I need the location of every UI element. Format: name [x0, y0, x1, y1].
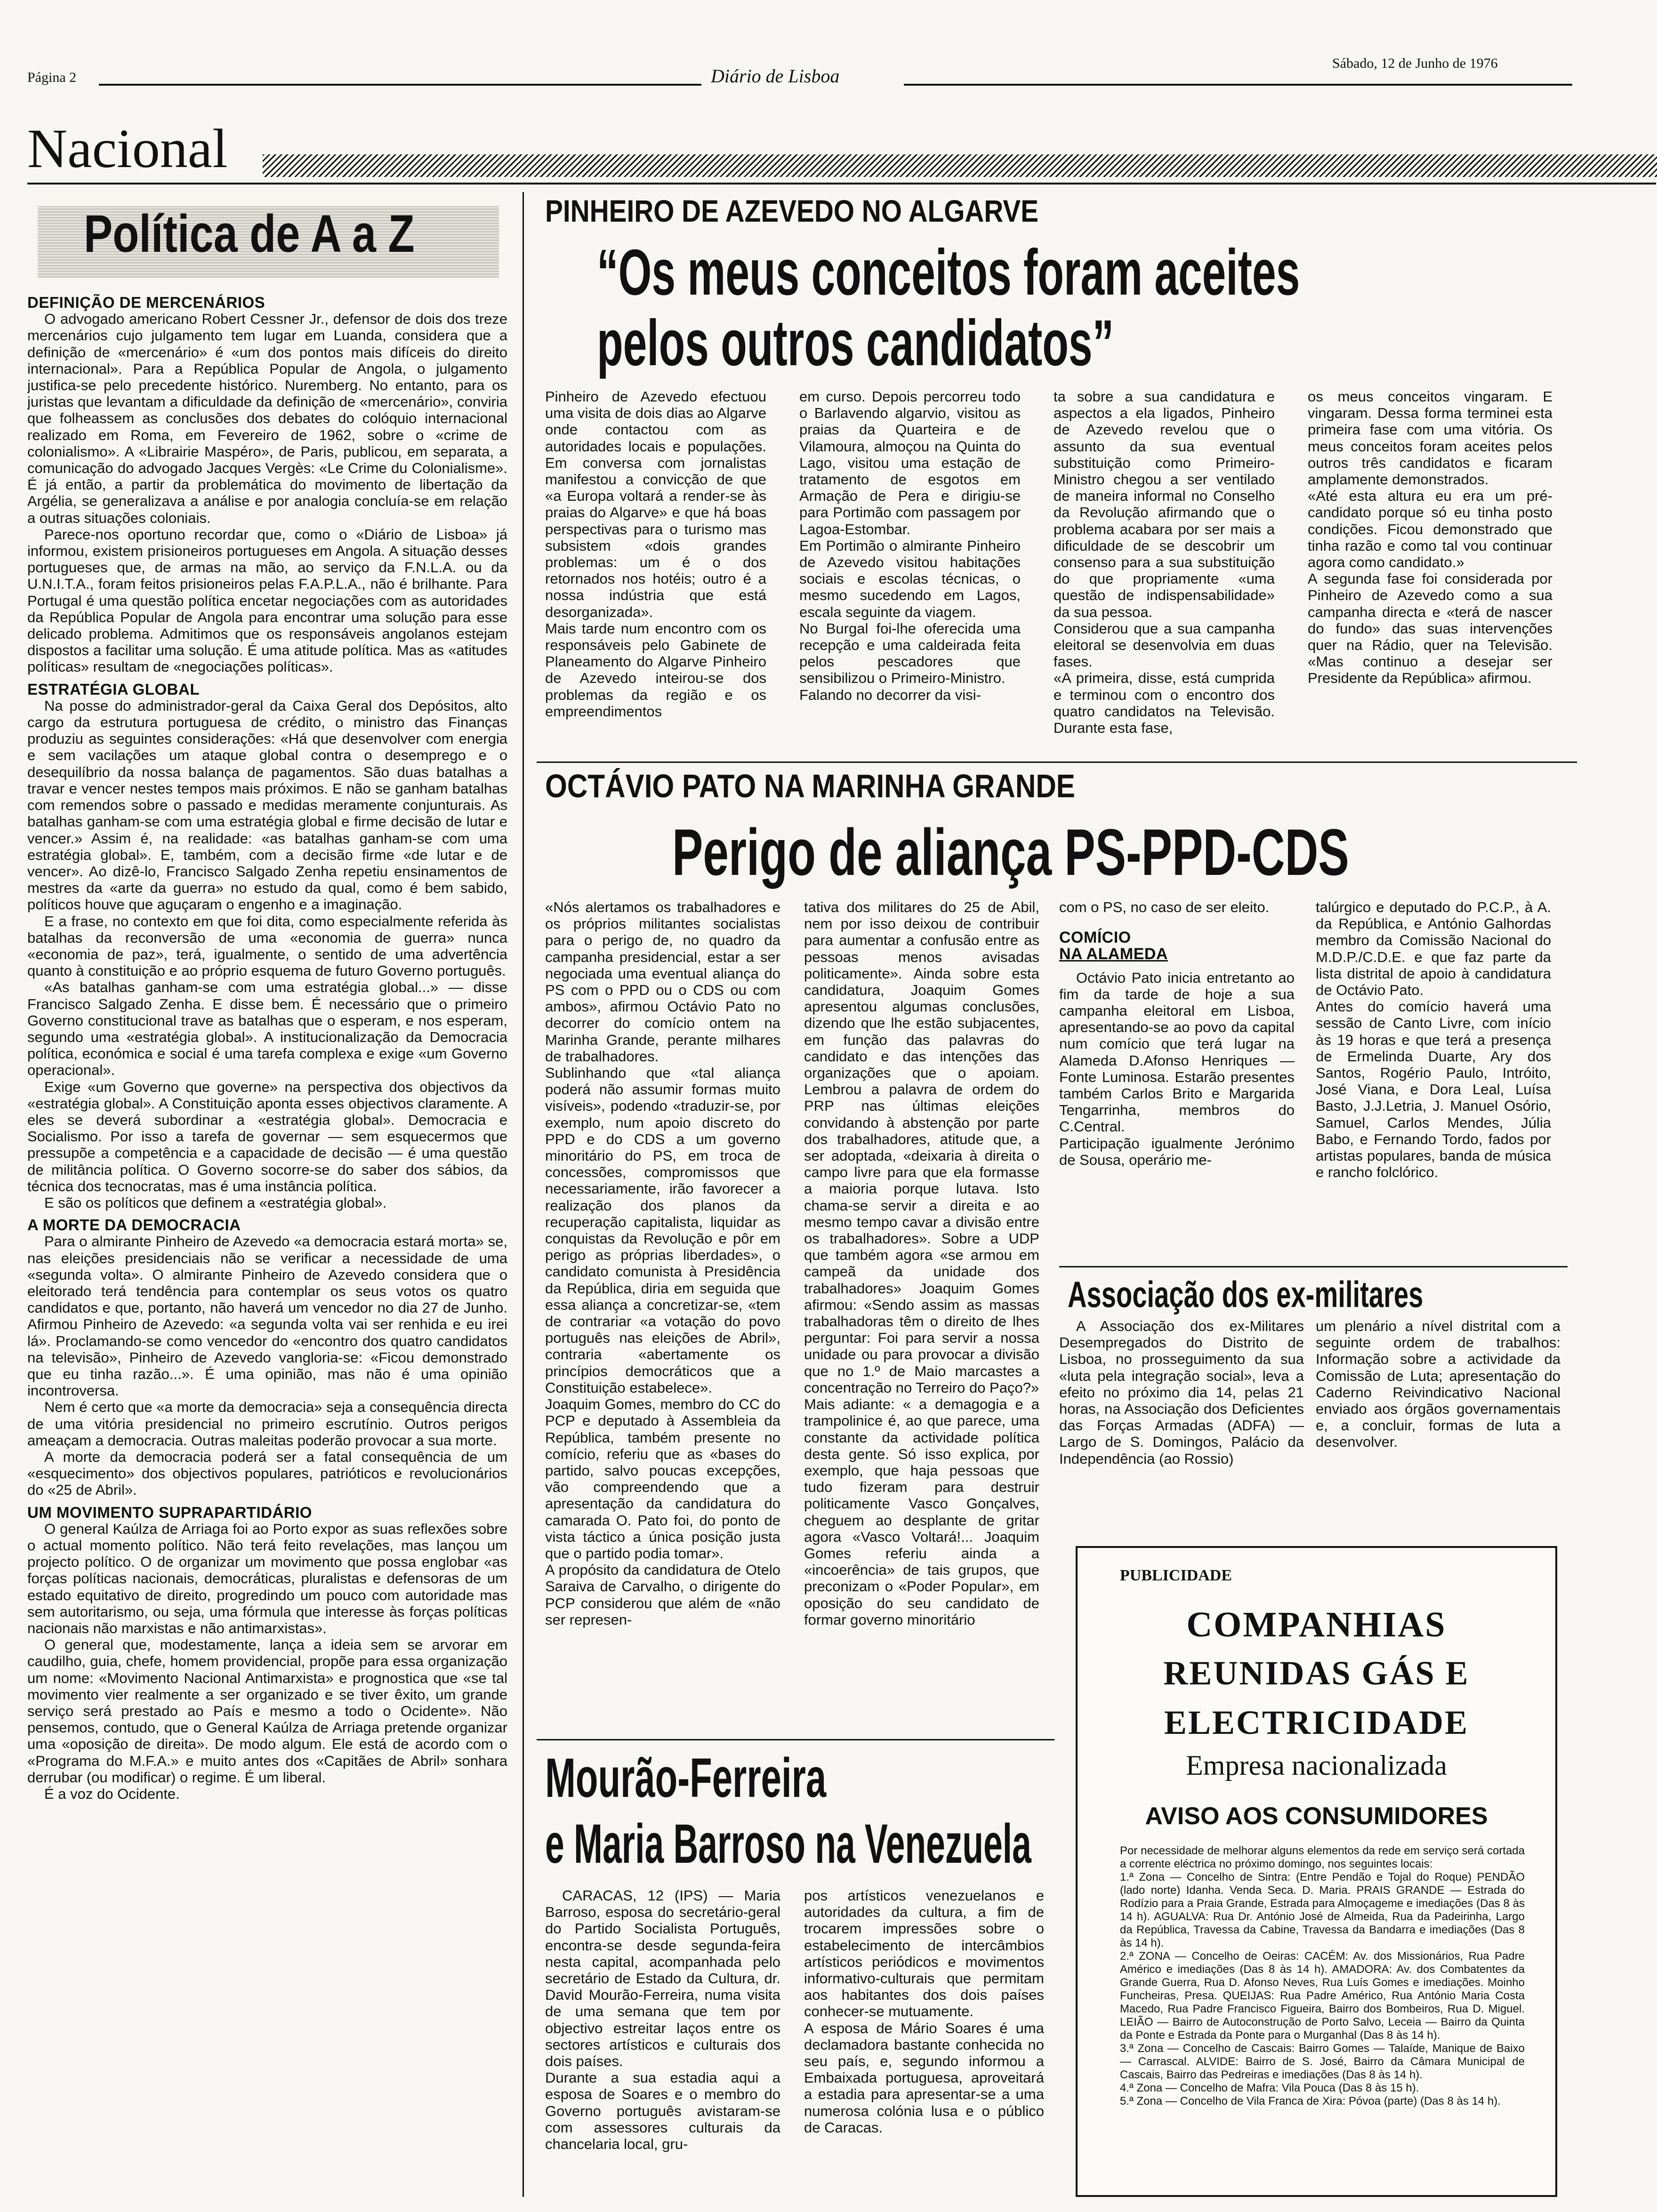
advert-company-line2: REUNIDAS GÁS E — [1163, 1654, 1470, 1692]
heading-movimento: UM MOVIMENTO SUPRAPARTIDÁRIO — [27, 1503, 312, 1521]
article2-col-1: «Nós alertamos os trabalhadores e os próprios militantes socialistas para o perigo de, no quadro da campanha presidencial, estar a ser negociada uma eventual aliança do PS com o PPD ou o CDS ou com ambos», afirmou Octávio Pato no decorrer do comício ontem na Marinha Grande, perante milhares de trabalhadores. Sublinhando que «tal aliança poderá não assumir formas muito visíveis», podendo «traduzir-se, por exemplo, num apoio discreto do PPD e do CDS a um governo minoritário do PS, em troca de concessões, compromissos que necessariamente, irão favorecer a realização dos planos da recuperação capitalista, liquidar as conquistas da Revolução e pôr em perigo as próprias liberdades», o candidato comunista à Presidência da República, diria em seguida que essa aliança a concretizar-se, «tem de contrariar «a votação do povo português nas eleições de Abril», contraria «abertamente os princípios democráticos que a Constituição estabelece». Joaquim Gomes, membro do CC do PCP e deputado à Assembleia da República, também presente no comício, referiu que as «bases do partido, salvo poucas excepções, vão compreendendo que a apresentação da candidatura do camarada O. Pato foi, do ponto de vista táctico a única posição justa que o partido podia tomar». A propósito da candidatura de Otelo Saraiva de Carvalho, o dirigente do PCP considerou que além de «não ser represen- — [545, 899, 780, 1628]
article1-headline-line1: “Os meus conceitos foram aceites — [597, 236, 1300, 309]
advert-label: PUBLICIDADE — [1120, 1567, 1232, 1584]
article4-col-1: CARACAS, 12 (IPS) — Maria Barroso, esposa do secretário-geral do Partido Socialista Português, encontra-se desde segunda-feira nesta capital, acompanhada pelo secretário de Estado da Cultura, dr. David Mourão-Ferreira, numa visita de uma semana que tem por objectivo estreitar laços entre os sectores artísticos e culturais dos dois países. Durante a sua estadia aqui a esposa de Soares e o membro do Governo português avistaram-se com assessores culturais da chancelaria local, gru- — [545, 1887, 780, 2153]
estrategia-paragraph-4: Exige «um Governo que governe» na perspectiva dos objectivos da «estratégia global». A Constituição aponta esses objectivos claramente. A eles se deverá subordinar a «estratégia global». Democracia e Socialismo. Por isso a tarefa de governar — sem esquecermos que pressupõe a competência e a capacidade de decisão — é uma questão de militância política. O Governo socorre-se do saber dos sábios, da técnica dos tecnocratas, mas é uma instância política. — [27, 1078, 507, 1194]
heading-morte-democracia: A MORTE DA DEMOCRACIA — [27, 1216, 241, 1234]
page-number: Página 2 — [27, 70, 77, 85]
masthead-rule-right — [904, 84, 1572, 86]
mercenarios-paragraph-1: O advogado americano Robert Cessner Jr., defensor de dois dos treze mercenários cujo julgamento tem lugar em Luanda, considera que a definição de «mercenário» é «um dos pontos mais difíceis do direito internacional». Para a República Popular de Angola, o julgamento justifica-se pelo precedente histórico. Nuremberg. No entanto, para os juristas que levantam a dificuldade da definição de «mercenário», conviria que folheassem as conclusões dos debates do colóquio internacional realizado em Roma, em Fevereiro de 1962, sobre o «crime de colonialismo». A «Librairie Maspéro», de Paris, publicou, em separata, a comunicação do advogado Jacques Vergès: «Le Crime du Colonialisme». É já então, a partir da problemática do movimento de libertação da Argélia, se generalizava a análise e por analogia concluía-se em relação a outras situações coloniais. — [27, 311, 507, 526]
section-underline — [27, 183, 1656, 184]
advert-box — [1076, 1546, 1557, 2197]
morte-paragraph-1: Para o almirante Pinheiro de Azevedo «a democracia estará morta» se, nas eleições presidenciais não se verificar a necessidade de uma «segunda volta». O almirante Pinheiro de Azevedo considera que o eleitorado terá tendência para contemplar os seus votos os quatro candidatos e que, portanto, não haverá um vencedor no dia 27 de Junho. Afirmou Pinheiro de Azevedo: «a segunda volta vai ser renhida e eu irei lá». Proclamando-se como vencedor do «encontro dos quatro candidatos na televisão», Pinheiro de Azevedo vangloria-se: «Ficou demonstrado que eu tinha razão...». É uma opinião, mas não é uma opinião incontroversa. — [27, 1233, 507, 1399]
masthead-rule-left — [99, 84, 701, 86]
newspaper-name: Diário de Lisboa — [711, 65, 840, 87]
advert-body: Por necessidade de melhorar alguns elementos da rede em serviço será cortada a corrente eléctrica no próximo domingo, nos seguintes locais: 1.ª Zona — Concelho de Sintra: (Entre Pendão e Tojal do Roque) PENDÃO (lado norte) Idanha. Venda Seca. D. Maria. PRAIS GRANDE — Estrada do Rodízio para a Praia Grande, Estrada para Almoçageme e imediações (Das 8 às 14 h). AGUALVA: Rua Dr. António José de Almeida, Rua da Padeirinha, Largo da República, Travessa da Cabine, Travessa da Bandarra e imediações (Das 8 às 14 h). 2.ª ZONA — Concelho de Oeiras: CACÉM: Av. dos Missionários, Rua Padre Américo e imediações (Das 8 às 14 h). AMADORA: Av. dos Combatentes da Grande Guerra, Rua D. Afonso Neves, Rua Luís Gomes e imediações. Moinho Funcheiras, Presa. QUEIJAS: Rua Padre Américo, Rua António Maria Costa Macedo, Rua Padre Francisco Figueira, Bairro dos Bombeiros, Rua D. Miguel. LEIÃO — Bairro de Autoconstrução de Porto Salvo, Leceia — Bairro da Quinta da Ponte e Estrada da Ponte para o Murganhal (Das 8 às 14 h). 3.ª Zona — Concelho de Cascais: Bairro Gomes — Talaíde, Manique de Baixo — Carrascal. ALVIDE: Bairro de S. José, Bairro da Câmara Municipal de Cascais, Bairro das Pedreiras e imediações (Das 8 às 14 h). 4.ª Zona — Concelho de Mafra: Vila Pouca (Das 8 às 15 h). 5.ª Zona — Concelho de Vila Franca de Xira: Póvoa (parte) (Das 8 às 14 h). — [1120, 1844, 1525, 2108]
estrategia-paragraph-5: E são os políticos que definem a «estratégia global». — [44, 1194, 387, 1211]
movimento-paragraph-2: O general que, modestamente, lança a ideia sem se arvorar em caudilho, guia, chefe, homem providencial, propõe para essa organização um nome: «Movimento Nacional Antimarxista» e prognostica que «se tal movimento vier realmente a ser organizado e se tiver êxito, um grande serviço será prestado ao País e mesmo a todo o Ocidente». Não pensemos, contudo, que o General Kaúlza de Arriaga pretende organizar uma «oposição de direita». De modo algum. Ele está de acordo com o «Programa do M.F.A.» e muito antes dos «Capitães de Abril» sonhara derrubar (ou modificar) o regime. É um liberal. — [27, 1636, 507, 1786]
left-column-body — [27, 294, 507, 2196]
article2-col3-lead: com o PS, no caso de ser eleito. — [1059, 899, 1270, 915]
advert-notice: AVISO AOS CONSUMIDORES — [1145, 1803, 1488, 1830]
article2-kicker: OCTÁVIO PATO NA MARINHA GRANDE — [545, 768, 1075, 804]
advert-company-line3: ELECTRICIDADE — [1164, 1704, 1469, 1741]
advert-company-line4: Empresa nacionalizada — [1186, 1750, 1447, 1781]
article2-col-2: tativa dos militares do 25 de Abil, nem por isso deixou de contribuir para aumentar a confusão entre as pessoas menos avisadas politicamente». Ainda sobre esta candidatura, Joaquim Gomes apresentou algumas conclusões, dizendo que lhe estão subjacentes, em função das palavras do candidato e das intenções das organizações que o apoiam. Lembrou a palavra de ordem do PRP nas últimas eleições convidando à abstenção por parte dos trabalhadores, atitude que, a ser adoptada, «deixaria à direita o campo livre para que ela formasse a maioria porque lutava. Isto chama-se servir a direita e ao mesmo tempo cavar a divisão entre os trabalhadores». Sobre a UDP que também agora «se armou em campeã da unidade dos trabalhadores» Joaquim Gomes afirmou: «Sendo assim as massas trabalhadoras têm o direito de lhes perguntar: Foi para servir a nossa unidade ou para provocar a divisão que no 1.º de Maio marcastes a concentração no Terreiro do Paço?» Mais adiante: « a demagogia e a trampolinice é, ao que parece, uma constante da actividade política desta gente. Só isso explica, por exemplo, que haja pessoas que tudo fizeram para destruir politicamente Vasco Gonçalves, cheguem ao desplante de gritar agora «Vasco Voltará!... Joaquim Gomes referiu ainda a «incoerência» de tais grupos, que preconizam o «Poder Popular», em oposição do seu candidato de formar governo minoritário — [804, 899, 1039, 1628]
article1-bottom-rule — [537, 761, 1577, 763]
article1-headline-line2: pelos outros candidatos” — [597, 307, 1114, 379]
politica-banner-title: Política de A a Z — [84, 204, 415, 263]
movimento-paragraph-3: É a voz do Ocidente. — [44, 1786, 180, 1803]
section-hatch-rule — [263, 154, 1657, 177]
article3-col-2: um plenário a nível distrital com a seguinte ordem de trabalhos: Informação sobre a actividade da Comissão de Luta; apresentação do Caderno Reivindicativo Nacional enviado aos órgãos governamentais e, a concluir, formas de luta a desenvolver. — [1316, 1318, 1560, 1451]
estrategia-paragraph-3: «As batalhas ganham-se com uma estratégia global...» — disse Francisco Salgado Zenha. E disse bem. É necessário que o primeiro Governo constitucional trave as batalhas que o esperam, e nos esperam, segundo uma «estratégia global». A institucionalização da Democracia política, económica e social é uma tarefa complexa e exige «um Governo operacional». — [27, 979, 507, 1079]
article3-top-rule — [1059, 1266, 1568, 1267]
left-column-divider — [523, 192, 524, 2197]
article4-headline-line2: e Maria Barroso na Venezuela — [545, 1813, 1031, 1875]
morte-paragraph-3: A morte da democracia poderá ser a fatal consequência de um «esquecimento» dos objectivos populares, patrióticos e revolucionários do «25 de Abril». — [27, 1449, 507, 1499]
estrategia-paragraph-2: E a frase, no contexto em que foi dita, como especialmente referida às batalhas da reconversão de uma «economia de guerra» nunca «economia de paz», terá, igualmente, o sentido de uma advertência quanto à constituição e ao próprio esquema de futuro Governo português. — [27, 913, 507, 979]
advert-company-line1: COMPANHIAS — [1186, 1605, 1447, 1644]
morte-paragraph-2: Nem é certo que «a morte da democracia» seja a consequência directa de uma vitória presidencial no primeiro escrutínio. Outros perigos ameaçam a democracia. Outras maleitas poderão provocar a sua morte. — [27, 1399, 507, 1449]
article2-col-3 — [1059, 899, 1295, 1275]
section-title: Nacional — [27, 118, 228, 179]
heading-mercenarios: DEFINIÇÃO DE MERCENÁRIOS — [27, 294, 265, 311]
article4-top-rule — [537, 1739, 1054, 1740]
article3-col-1: A Associação dos ex-Militares Desempregados do Distrito de Lisboa, no prosseguimento da sua «luta pela integração social», leva a efeito no próximo dia 14, pelas 21 horas, na Associação dos Deficientes das Forças Armadas (ADFA) — Largo de S. Domingos, Palácio da Independência (ao Rossio) — [1059, 1318, 1304, 1467]
comicio-heading-2: NA ALAMEDA — [1059, 945, 1168, 963]
comicio-heading-1: COMÍCIO — [1059, 929, 1131, 947]
article2-headline: Perigo de aliança PS-PPD-CDS — [672, 815, 1349, 889]
issue-date: Sábado, 12 de Junho de 1976 — [1332, 56, 1498, 71]
article1-kicker: PINHEIRO DE AZEVEDO NO ALGARVE — [545, 193, 1039, 228]
article4-col-2: pos artísticos venezuelanos e autoridades da cultura, a fim de trocarem impressões sobre o estabelecimento de intercâmbios artísticos periódicos e movimentos informativo-culturais que permitam aos habitantes dos dois países conhecer-se mutuamente. A esposa de Mário Soares é uma declamadora bastante conhecida no seu país, e, segundo informou a Embaixada portuguesa, aproveitará a estadia para apresentar-se a uma numerosa colónia lusa e o público de Caracas. — [804, 1887, 1044, 2136]
article1-col-2: em curso. Depois percorreu todo o Barlavendo algarvio, visitou as praias da Quarteira e de Vilamoura, almoçou na Quinta do Lago, visitou uma estação de tratamento de esgotos em Armação de Pera e dirigiu-se para Portimão com passagem por Lagoa-Estombar. Em Portimão o almirante Pinheiro de Azevedo visitou habitações sociais e escolas técnicas, o mesmo sucedendo em Lagos, escala seguinte da viagem. No Burgal foi-lhe oferecida uma recepção e uma caldeirada feita pelos pescadores que sensibilizou o Primeiro-Ministro. Falando no decorrer da visi- — [799, 388, 1021, 703]
article2-col-4: talúrgico e deputado do P.C.P., à A. da República, e António Galhordas membro da Comissão Nacional do M.D.P./C.D.E. e que faz parte da lista distrital de apoio à candidatura de Octávio Pato. Antes do comício haverá uma sessão de Canto Livre, com início às 19 horas e que terá a presença de Ermelinda Duarte, Ary dos Santos, Rogério Paulo, Intróito, José Viana, e Dora Leal, Luísa Basto, J.J.Letria, J. Manuel Osório, Samuel, Carlos Mendes, Júlia Babo, e Fernando Tordo, fados por artistas populares, banda de música e rancho folclórico. — [1316, 899, 1551, 1181]
estrategia-paragraph-1: Na posse do administrador-geral da Caixa Geral dos Depósitos, alto cargo da estrutura portuguesa de crédito, o ministro das Finanças produziu as seguintes considerações: «Há que desenvolver com energia e sem vacilações um ataque global contra o desemprego e o desequilíbrio da nossa balança de pagamentos. São duas batalhas a travar e vencer nestes tempos mais próximos. E não se ganham batalhas com remendos sobre o passado e medidas meramente conjunturais. As batalhas ganham-se com uma estratégia global e firme decisão de lutar e vencer.» Assim é, na realidade: «as batalhas ganham-se com uma estratégia global». E, também, com a decisão firme «de lutar e de vencer». Ao dizê-lo, Francisco Salgado Zenha repetiu ensinamentos de mestres da «arte da guerra» no estudo da qual, como é bem sabido, políticos houve que aguçaram o engenho e a imaginação. — [27, 697, 507, 913]
mercenarios-paragraph-2: Parece-nos oportuno recordar que, como o «Diário de Lisboa» já informou, existem prisioneiros portugueses em Angola. A situação desses portugueses que, de armas na mão, ao serviço da F.N.L.A. ou da U.N.I.T.A., foram feitos prisioneiros pelas F.A.P.L.A., não é brilhante. Para Portugal é uma questão política encetar negociações com as autoridades da República Popular de Angola para encontrar uma solução para esse delicado problema. Admitimos que os responsáveis angolanos estejam dispostos a facilitar uma solução. É uma atitude política. Mas as «atitudes políticas» resultam de «negociações políticas». — [27, 526, 507, 675]
article1-col-4: os meus conceitos vingaram. E vingaram. Dessa forma terminei esta primeira fase com uma vitória. Os meus conceitos foram aceites pelos outros três candidatos e ficaram amplamente demonstrados. «Até esta altura eu era um pré-candidato porque só eu tinha posto condições. Ficou demonstrado que tinha razão e como tal vou continuar agora como candidato.» A segunda fase foi considerada por Pinheiro de Azevedo como a sua campanha directa e «terá de nascer do fundo» das suas intervenções quer na Rádio, quer na Televisão. «Mas continuo a desejar ser Presidente da República» afirmou. — [1308, 388, 1552, 687]
heading-estrategia: ESTRATÉGIA GLOBAL — [27, 680, 200, 698]
article1-col-3: ta sobre a sua candidatura e aspectos a ela ligados, Pinheiro de Azevedo revelou que o assunto da sua eventual substituição como Primeiro-Ministro chegou a ser ventilado de maneira informal no Conselho da Revolução afirmando que o problema acabara por ser mais a dificuldade de se descobrir um consenso para a sua substituição do que propriamente «uma questão de indispensabilidade» da sua pessoa. Considerou que a sua campanha eleitoral se desenvolvia em duas fases. «A primeira, disse, está cumprida e terminou com o encontro dos quatro candidatos na Televisão. Durante esta fase, — [1054, 388, 1275, 737]
article1-col-1: Pinheiro de Azevedo efectuou uma visita de dois dias ao Algarve onde contactou com as autoridades locais e populações. Em conversa com jornalistas manifestou a convicção de que «a Europa voltará a render-se às praias do Algarve» e que há boas perspectivas para o turismo mas subsistem «dois grandes problemas: um é o dos retornados nos hotéis; outro é a nossa indústria que está desorganizada». Mais tarde num encontro com os responsáveis pelo Gabinete de Planeamento do Algarve Pinheiro de Azevedo inteirou-se dos problemas da região e os empreendimentos — [545, 388, 766, 720]
movimento-paragraph-1: O general Kaúlza de Arriaga foi ao Porto expor as suas reflexões sobre o actual momento político. Não terá feito revelações, mas lançou um projecto político. O de organizar um movimento que possa englobar «as forças políticas nacionais, democráticas, pluralistas e defensoras de um estado equitativo de direito, progredindo um pouco com autoridade mas sem autoritarismo, ou seja, uma fórmula que interesse às forças políticas nacionais não marxistas e não antimarxistas». — [27, 1520, 507, 1637]
comicio-body: Octávio Pato inicia entretanto ao fim da tarde de hoje a sua campanha eleitoral em Lisboa, apresentando-se ao povo da capital num comício que terá lugar na Alameda D.Afonso Henriques — Fonte Luminosa. Estarão presentes também Carlos Brito e Margarida Tengarrinha, membros do C.Central. Participação igualmente Jerónimo de Sousa, operário me- — [1059, 969, 1295, 1168]
article3-headline: Associação dos ex-militares — [1068, 1274, 1424, 1315]
article4-headline-line1: Mourão-Ferreira — [545, 1747, 827, 1809]
